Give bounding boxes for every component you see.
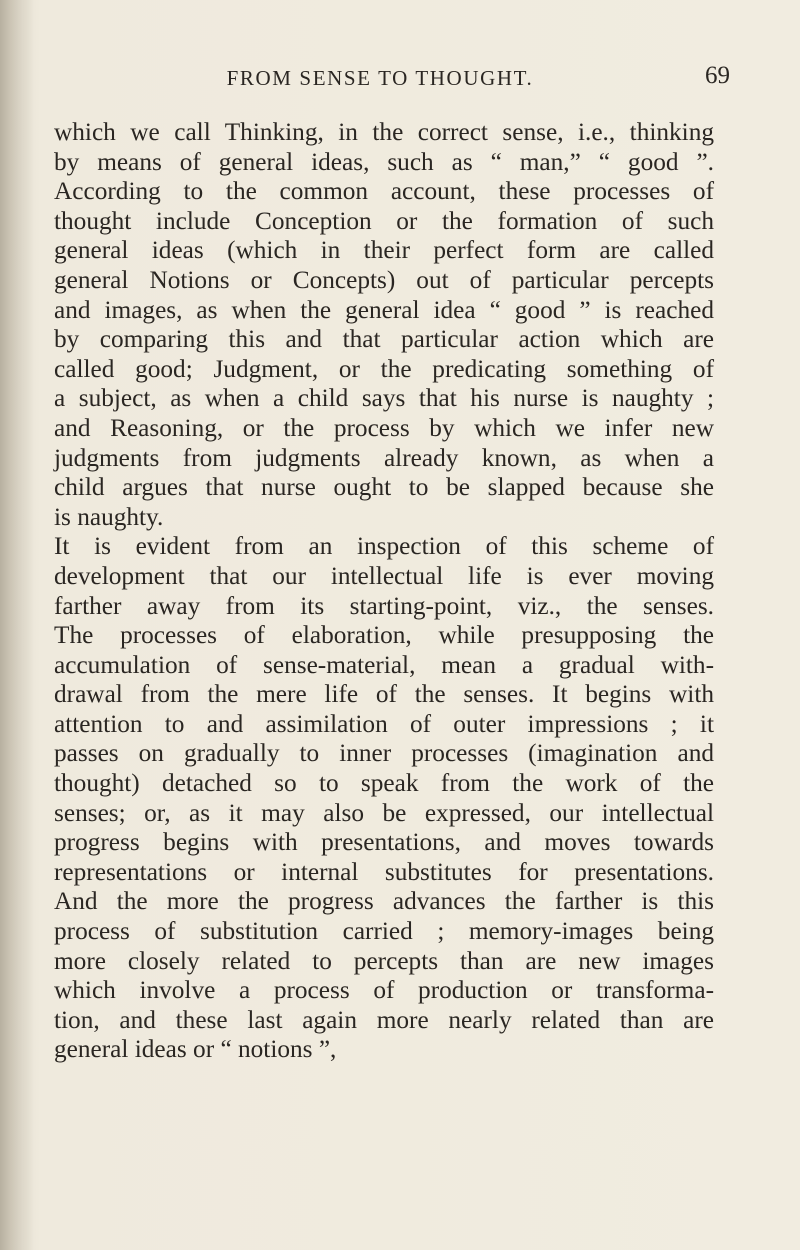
text-line: which involve a process of production or transforma- (54, 976, 714, 1005)
text-line: thought include Conception or the formation of such (54, 206, 714, 235)
text-line: judgments from judgments already known, as when a (54, 443, 714, 472)
text-line: called good; Judgment, or the predicating something of (54, 354, 714, 383)
text-line: which we call Thinking, in the correct sense, i.e., thinking (54, 118, 714, 146)
text-line: tion, and these last again more nearly related than are (54, 1005, 714, 1034)
text-line: general ideas or “ notions ”, (54, 1035, 337, 1064)
page-binding-shadow (0, 0, 34, 1250)
text-line: accumulation of sense-material, mean a gradual with- (54, 650, 714, 679)
text-line: farther away from its starting-point, viz., the senses. (54, 591, 714, 620)
text-line: senses; or, as it may also be expressed, our intellectual (54, 798, 714, 827)
page-number: 69 (705, 62, 730, 89)
text-line: by comparing this and that particular action which are (54, 325, 714, 354)
body-text (54, 118, 714, 1065)
text-line: According to the common account, these processes of (54, 177, 714, 206)
text-line: is naughty. (54, 502, 164, 531)
text-line: general Notions or Concepts) out of particular percepts (54, 265, 714, 294)
text-line: thought) detached so to speak from the work of the (54, 769, 714, 798)
text-line: And the more the progress advances the farther is this (54, 887, 714, 916)
running-head: FROM SENSE TO THOUGHT. (226, 66, 534, 90)
text-line: representations or internal substitutes for presentations. (54, 857, 714, 886)
text-line: and images, as when the general idea “ good ” is reached (54, 295, 714, 324)
text-line: a subject, as when a child says that his nurse is naughty ; (54, 384, 714, 413)
text-line: general ideas (which in their perfect form are called (54, 236, 714, 265)
text-line: development that our intellectual life is ever moving (54, 561, 714, 590)
text-line: more closely related to percepts than are new images (54, 946, 714, 975)
text-line: and Reasoning, or the process by which we infer new (54, 413, 714, 442)
text-line: drawal from the mere life of the senses. It begins with (54, 680, 714, 709)
page-header (0, 62, 800, 106)
text-line: passes on gradually to inner processes (imagination and (54, 739, 714, 768)
text-line: process of substitution carried ; memory-images being (54, 917, 714, 946)
text-line: child argues that nurse ought to be slapped because she (54, 473, 714, 502)
text-line: It is evident from an inspection of this scheme of (54, 532, 714, 561)
text-line: The processes of elaboration, while presupposing the (54, 621, 714, 650)
text-line: attention to and assimilation of outer impressions ; it (54, 709, 714, 738)
text-line: progress begins with presentations, and moves towards (54, 828, 714, 857)
text-line: by means of general ideas, such as “ man,” “ good ”. (54, 147, 714, 176)
